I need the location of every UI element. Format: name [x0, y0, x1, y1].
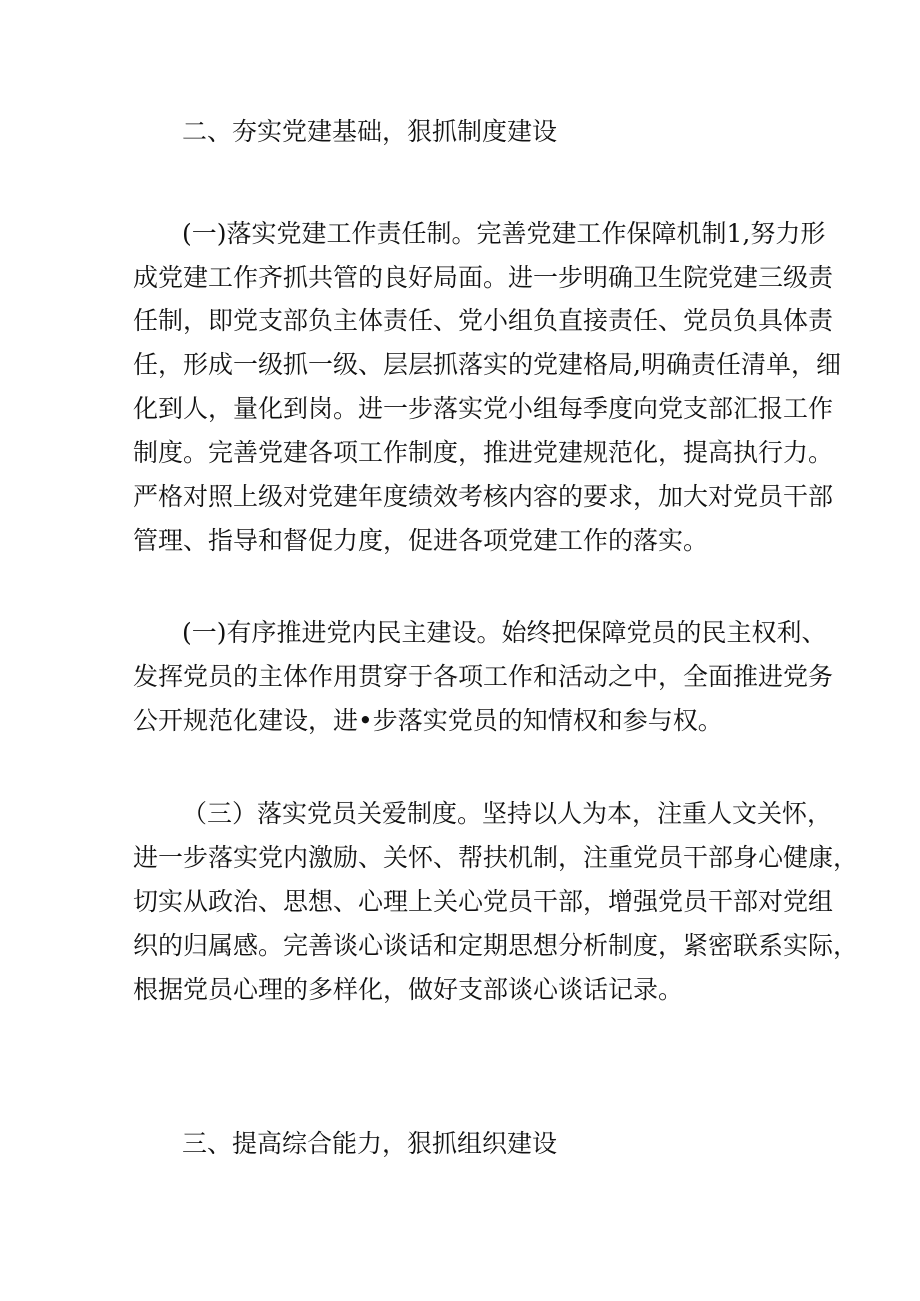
paragraph-2-line-2: 发挥党员的主体作用贯穿于各项工作和活动之中，全面推进党务: [133, 662, 834, 691]
paragraph-2-line-3: 公开规范化建设，进•步落实党员的知情权和参与权。: [133, 706, 723, 735]
paragraph-1-line-1: (一)落实党建工作责任制。完善党建工作保障机制1,努力形: [182, 219, 826, 248]
paragraph-3-line-2: 进一步落实党内激励、关怀、帮扶机制，注重党员干部身心健康，: [133, 843, 859, 872]
paragraph-3-line-3: 切实从政治、思想、心理上关心党员干部，增强党员干部对党组: [133, 887, 834, 916]
paragraph-3-line-4: 织的归属感。完善谈心谈话和定期思想分析制度，紧密联系实际，: [133, 931, 859, 960]
paragraph-3-line-5: 根据党员心理的多样化，做好支部谈心谈话记录。: [133, 975, 684, 1004]
paragraph-2-line-1: (一)有序推进党内民主建设。始终把保障党员的民主权利、: [182, 618, 827, 647]
paragraph-1-line-7: 严格对照上级对党建年度绩效考核内容的要求，加大对党员干部: [133, 482, 834, 511]
paragraph-1-line-4: 任，形成一级抓一级、层层抓落实的党建格局,明确责任清单，细: [133, 350, 841, 379]
paragraph-1-line-3: 任制，即党支部负主体责任、党小组负直接责任、党员负具体责: [133, 306, 834, 335]
paragraph-1-line-6: 制度。完善党建各项工作制度，推进党建规范化，提高执行力。: [133, 438, 834, 467]
section-heading-3: 三、提高综合能力，狠抓组织建设: [182, 1129, 558, 1158]
paragraph-1-line-8: 管理、指导和督促力度，促进各项党建工作的落实。: [133, 526, 709, 555]
paragraph-3-line-1: （三）落实党员关爱制度。坚持以人为本，注重人文关怀，: [182, 799, 833, 828]
section-heading-2: 二、夯实党建基础，狠抓制度建设: [182, 117, 558, 146]
paragraph-1-line-5: 化到人，量化到岗。进一步落实党小组每季度向党支部汇报工作: [133, 394, 834, 423]
paragraph-1-line-2: 成党建工作齐抓共管的良好局面。进一步明确卫生院党建三级责: [133, 263, 834, 292]
